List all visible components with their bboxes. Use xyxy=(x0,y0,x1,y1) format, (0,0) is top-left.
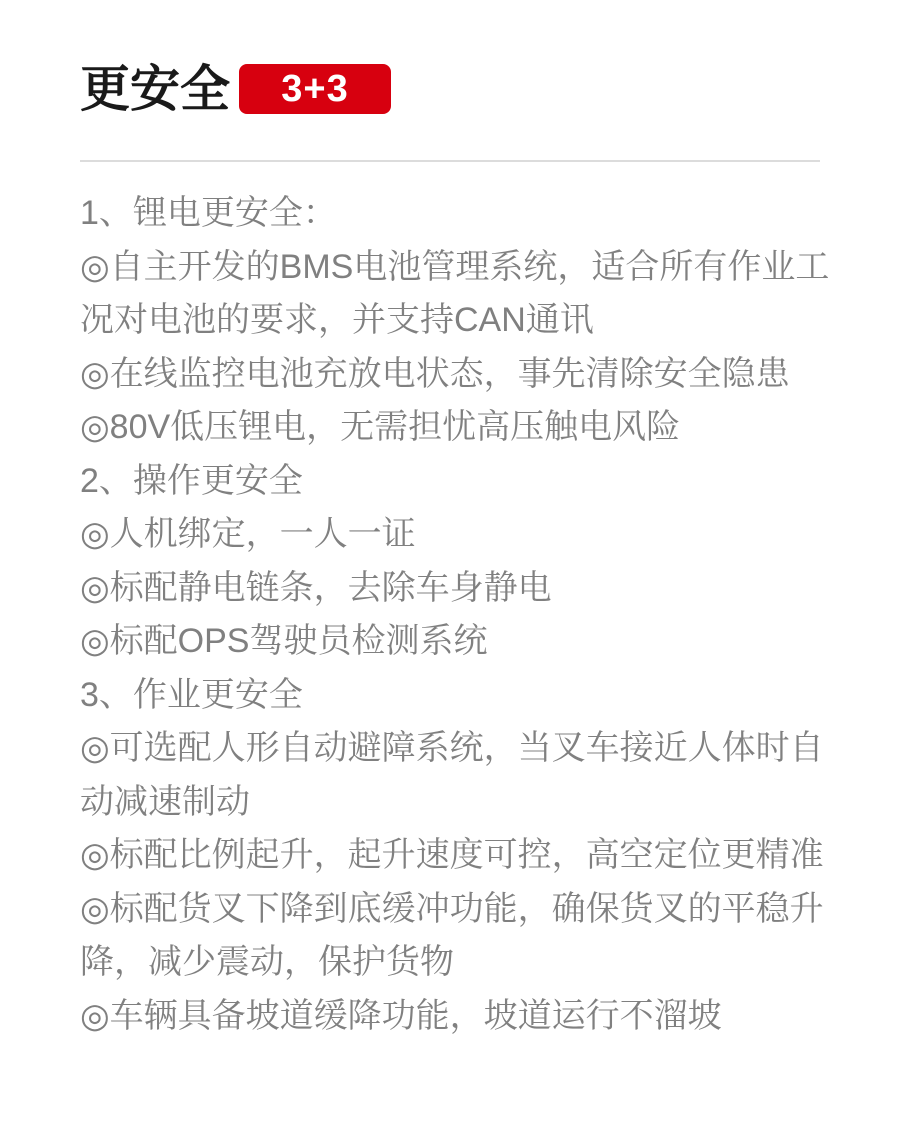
feature-line: ◎车辆具备坡道缓降功能，坡道运行不溜坡 xyxy=(80,996,722,1035)
count-badge: 3+3 xyxy=(239,64,391,114)
section-heading-2: 2、操作更安全 xyxy=(80,461,303,500)
section-heading-3: 3、作业更安全 xyxy=(80,675,303,714)
feature-line: 动减速制动 xyxy=(80,782,250,821)
feature-line: ◎人机绑定，一人一证 xyxy=(80,515,416,553)
page-title: 更安全 xyxy=(80,61,230,117)
section-heading-1: 1、锂电更安全： xyxy=(80,194,337,232)
feature-text-block xyxy=(80,187,855,1043)
divider-line xyxy=(80,160,820,162)
feature-line: 降，减少震动，保护货物 xyxy=(80,943,454,981)
feature-line: ◎标配静电链条，去除车身静电 xyxy=(80,568,552,607)
feature-line: ◎标配货叉下降到底缓冲功能，确保货叉的平稳升 xyxy=(80,889,824,928)
feature-line: ◎自主开发的BMS电池管理系统，适合所有作业工 xyxy=(80,247,830,286)
feature-line: ◎标配比例起升，起升速度可控，高空定位更精准 xyxy=(80,836,824,874)
feature-line: ◎标配OPS驾驶员检测系统 xyxy=(80,622,488,660)
page-header xyxy=(80,58,391,120)
feature-line: 况对电池的要求，并支持CAN通讯 xyxy=(80,301,594,339)
feature-line: ◎可选配人形自动避障系统，当叉车接近人体时自 xyxy=(80,729,824,767)
feature-line: ◎80V低压锂电，无需担忧高压触电风险 xyxy=(80,408,681,446)
feature-line: ◎在线监控电池充放电状态，事先清除安全隐患 xyxy=(80,354,790,393)
